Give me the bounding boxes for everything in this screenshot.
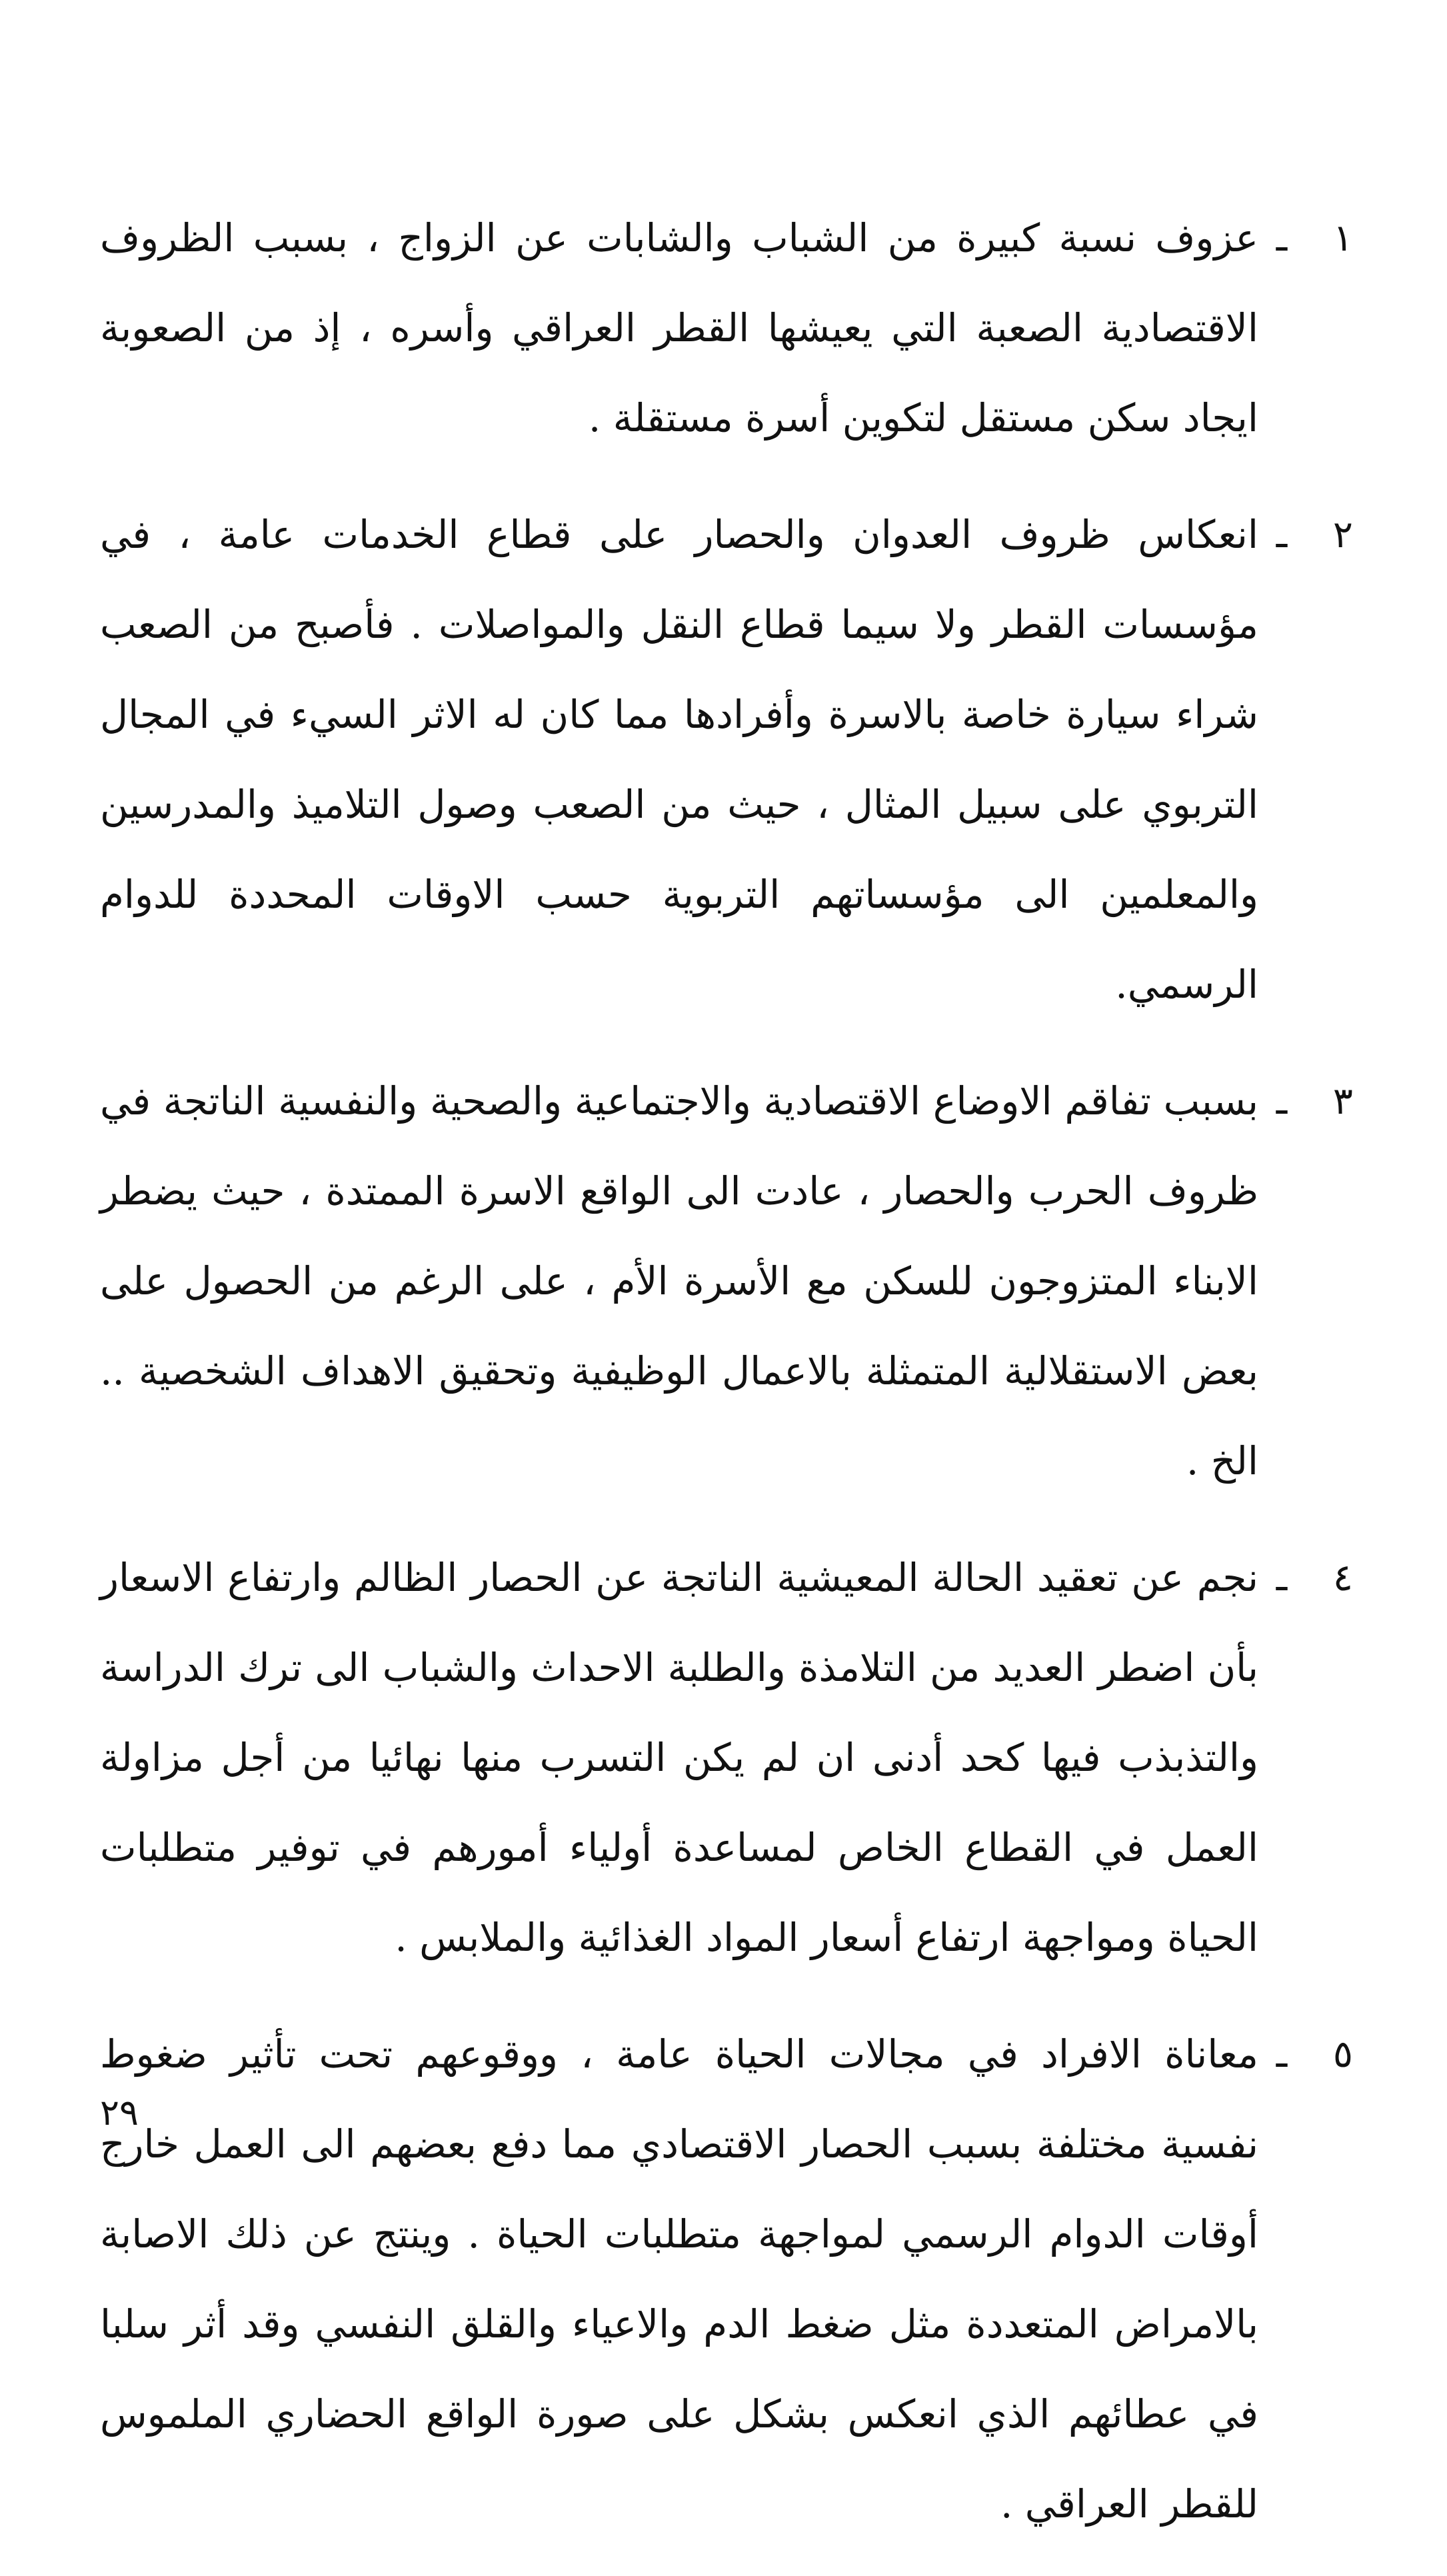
item-text: عزوف نسبة كبيرة من الشباب والشابات عن الزواج ، بسبب الظروف الاقتصادية الصعبة التي يعيشها القطر العراقي وأسره ، إذ من الصعوبة ايجاد سكن مستقل لتكوين أسرة مستقلة . xyxy=(100,215,1258,441)
item-number: ١ xyxy=(1332,217,1353,260)
item-number: ٢ xyxy=(1332,513,1353,557)
list-item xyxy=(100,2009,1353,2549)
item-number: ٤ xyxy=(1332,1556,1353,1600)
page-number: ٢٩ xyxy=(100,2091,139,2133)
item-dash: ـ xyxy=(1276,1080,1288,1123)
numbered-list xyxy=(100,193,1353,2576)
item-text: انعكاس ظروف العدوان والحصار على قطاع الخدمات عامة ، في مؤسسات القطر ولا سيما قطاع النقل والمواصلات . فأصبح من الصعب شراء سيارة خاصة بالاسرة وأفرادها مما كان له الاثر السيء في المجال التربوي على سبيل المثال ، حيث من الصعب وصول التلاميذ والمدرسين والمعلمين الى مؤسساتهم التربوية حسب الاوقات المحددة للدوام الرسمي. xyxy=(100,512,1258,1007)
item-text: نجم عن تعقيد الحالة المعيشية الناتجة عن الحصار الظالم وارتفاع الاسعار بأن اضطر العديد من التلامذة والطلبة الاحداث والشباب الى ترك الدراسة والتذبذب فيها كحد أدنى ان لم يكن التسرب منها نهائيا من أجل مزاولة العمل في القطاع الخاص لمساعدة أولياء أمورهم في توفير متطلبات الحياة ومواجهة ارتفاع أسعار المواد الغذائية والملابس . xyxy=(100,1555,1258,1960)
item-text: بسبب تفاقم الاوضاع الاقتصادية والاجتماعية والصحية والنفسية الناتجة في ظروف الحرب والحصار ، عادت الى الواقع الاسرة الممتدة ، حيث يضطر الابناء المتزوجون للسكن مع الأسرة الأم ، على الرغم من الحصول على بعض الاستقلالية المتمثلة بالاعمال الوظيفية وتحقيق الاهداف الشخصية .. الخ . xyxy=(100,1078,1258,1484)
list-item xyxy=(100,193,1353,463)
item-text: معاناة الافراد في مجالات الحياة عامة ، ووقوعهم تحت تأثير ضغوط نفسية مختلفة بسبب الحصار الاقتصادي مما دفع بعضهم الى العمل خارج أوقات الدوام الرسمي لمواجهة متطلبات الحياة . وينتج عن ذلك الاصابة بالامراض المتعددة مثل ضغط الدم والاعياء والقلق النفسي وقد أثر سلبا في عطائهم الذي انعكس بشكل على صورة الواقع الحضاري الملموس للقطر العراقي . xyxy=(100,2031,1258,2527)
item-number: ٣ xyxy=(1332,1080,1353,1123)
list-item xyxy=(100,1533,1353,1983)
item-dash: ـ xyxy=(1276,1556,1288,1600)
list-item xyxy=(100,1056,1353,1506)
item-dash: ـ xyxy=(1276,217,1288,260)
list-item xyxy=(100,490,1353,1030)
item-dash: ـ xyxy=(1276,513,1288,557)
item-dash: ـ xyxy=(1276,2033,1288,2076)
item-number: ٥ xyxy=(1332,2033,1353,2076)
